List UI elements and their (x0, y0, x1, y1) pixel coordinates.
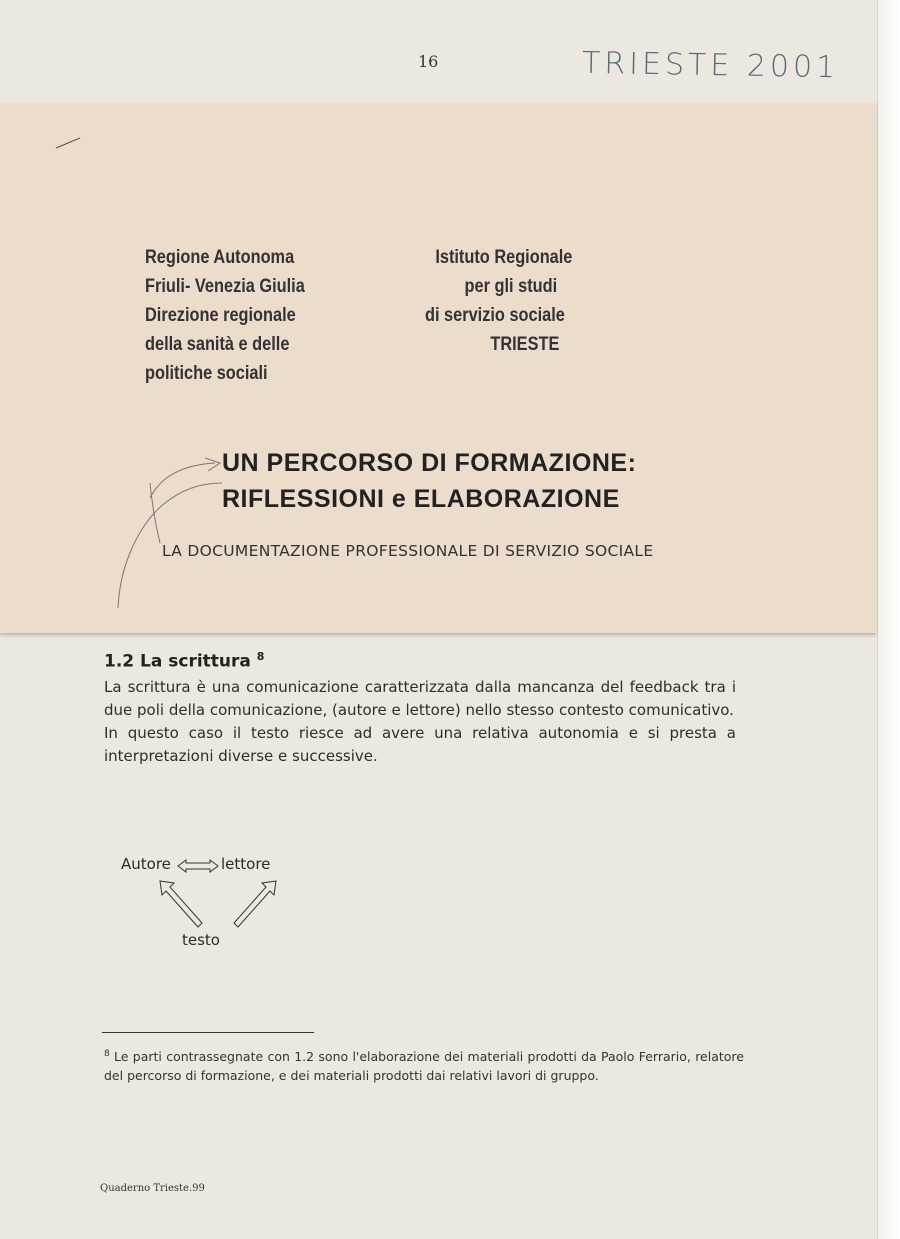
diagram-text-label: testo (182, 931, 220, 949)
section-heading (104, 650, 736, 672)
left-org-line: della sanità e delle (145, 334, 290, 355)
diagram-reader-label: lettore (221, 855, 271, 873)
paragraph-2: In questo caso il testo riesce ad avere una relativa autonomia e si presta a interpretazioni diverse e successive. (104, 723, 736, 765)
page-edge (877, 0, 900, 1239)
triangle-arrows-icon (158, 879, 288, 931)
document-subtitle: LA DOCUMENTAZIONE PROFESSIONALE DI SERVIZIO SOCIALE (162, 542, 654, 560)
diagram-author-label: Autore (121, 855, 171, 873)
title-line-2: RIFLESSIONI e ELABORAZIONE (222, 485, 620, 513)
right-org-line: di servizio sociale (425, 305, 565, 326)
left-org-line: Regione Autonoma (145, 247, 295, 268)
left-org-line: politiche sociali (145, 363, 268, 384)
right-org-line: Istituto Regionale (435, 247, 573, 268)
pasted-header-card (0, 103, 876, 634)
right-org-line: TRIESTE (490, 334, 560, 355)
footnote-text: Le parti contrassegnate con 1.2 sono l'elaborazione dei materiali prodotti da Paolo Ferrario, relatore del percorso di formazione, e dei materiali prodotti dai relativi lavori di gruppo. (104, 1049, 744, 1084)
footnote-divider (102, 1032, 314, 1033)
handwritten-note: TRIESTE 2001 (581, 45, 840, 86)
left-org-line: Friuli- Venezia Giulia (145, 276, 305, 297)
footnote-marker: 8 (104, 1049, 110, 1059)
title-line-1: UN PERCORSO DI FORMAZIONE: (222, 449, 637, 477)
communication-diagram (118, 853, 318, 963)
section-heading-text: 1.2 La scrittura (104, 651, 251, 672)
page-footer: Quaderno Trieste.99 (100, 1183, 205, 1194)
double-arrow-icon (176, 859, 220, 873)
page-number: 16 (418, 52, 439, 71)
right-org-line: per gli studi (464, 276, 558, 297)
footnote (104, 1045, 744, 1085)
paragraph-1: La scrittura è una comunicazione caratterizzata dalla mancanza del feedback tra i due poli della comunicazione, (autore e lettore) nello stesso contesto comunicativo. (104, 677, 736, 719)
pencil-arrow-sketch (0, 103, 876, 633)
left-org-line: Direzione regionale (145, 305, 296, 326)
footnote-reference: 8 (256, 650, 265, 663)
section-writing (104, 650, 736, 768)
